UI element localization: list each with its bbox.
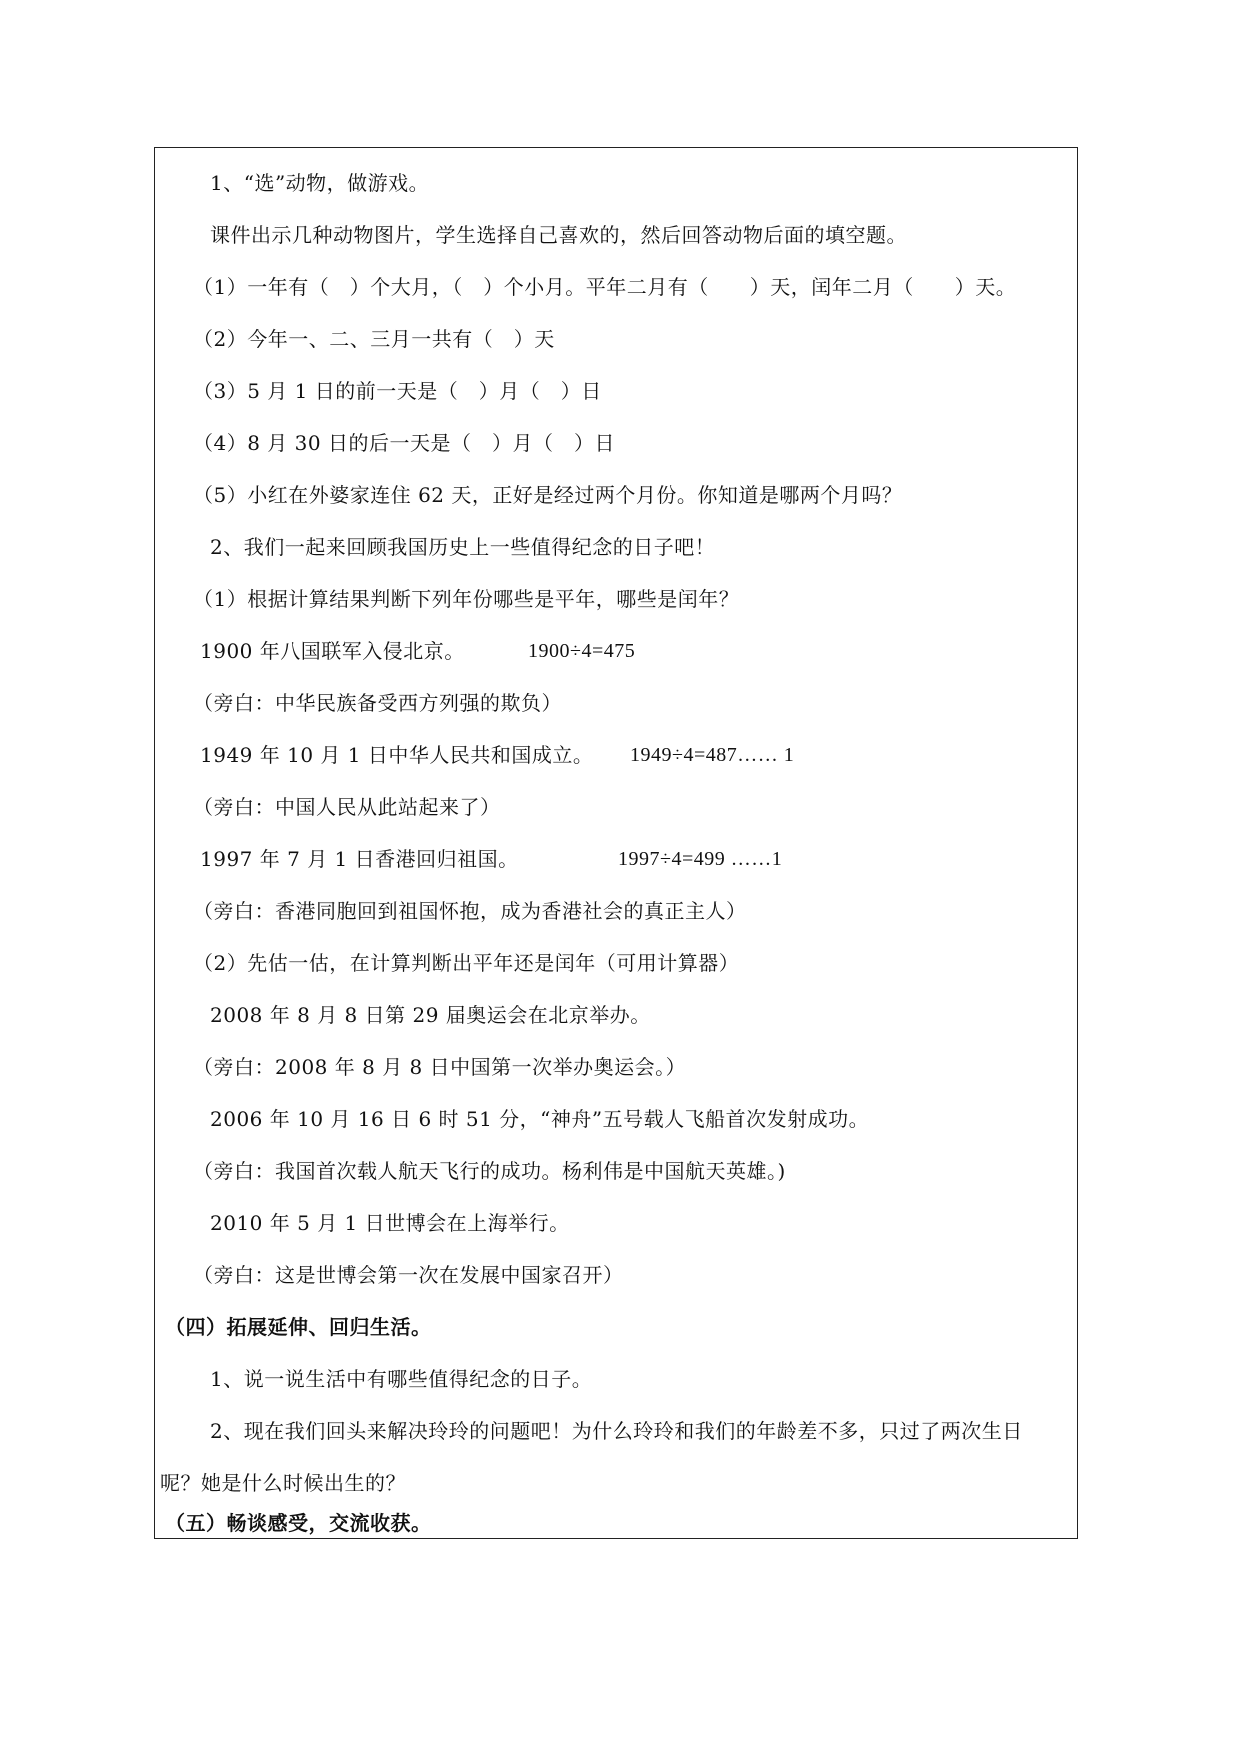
event-1900: 1900 年八国联军入侵北京。: [200, 639, 465, 663]
subsection-2-heading: （2）先估一估，在计算判断出平年还是闰年（可用计算器）: [193, 951, 740, 975]
event-2010: 2010 年 5 月 1 日世博会在上海举行。: [210, 1211, 570, 1235]
calc-1997: 1997÷4=499 ……1: [618, 848, 783, 870]
calc-1900: 1900÷4=475: [528, 640, 636, 662]
calc-1949: 1949÷4=487…… 1: [630, 744, 795, 766]
question-2: （2）今年一、二、三月一共有（ ）天: [193, 327, 555, 351]
section-4-heading: （四）拓展延伸、回归生活。: [165, 1315, 432, 1339]
aside-2008: （旁白：2008 年 8 月 8 日中国第一次举办奥运会。）: [193, 1055, 687, 1079]
question-3: （3）5 月 1 日的前一天是（ ）月（ ）日: [193, 379, 602, 403]
aside-1997: （旁白：香港同胞回到祖国怀抱，成为香港社会的真正主人）: [193, 899, 747, 923]
aside-1949: （旁白：中国人民从此站起来了）: [193, 795, 501, 819]
event-1949: 1949 年 10 月 1 日中华人民共和国成立。: [200, 743, 594, 767]
event-2006: 2006 年 10 月 16 日 6 时 51 分，“神舟”五号载人飞船首次发射成功。: [210, 1107, 870, 1131]
question-1: （1）一年有（ ）个大月，（ ）个小月。平年二月有（ ）天，闰年二月（ ）天。: [193, 275, 1017, 299]
subsection-1-heading: （1）根据计算结果判断下列年份哪些是平年，哪些是闰年？: [193, 587, 740, 611]
event-1997: 1997 年 7 月 1 日香港回归祖国。: [200, 847, 519, 871]
question-4: （4）8 月 30 日的后一天是（ ）月（ ）日: [193, 431, 615, 455]
section-5-heading: （五）畅谈感受，交流收获。: [165, 1511, 432, 1535]
section-4-item-1: 1、说一说生活中有哪些值得纪念的日子。: [210, 1367, 593, 1391]
section-item-1-heading: 1、“选”动物，做游戏。: [210, 171, 430, 195]
aside-1900: （旁白：中华民族备受西方列强的欺负）: [193, 691, 562, 715]
event-2008: 2008 年 8 月 8 日第 29 届奥运会在北京举办。: [210, 1003, 651, 1027]
aside-2010: （旁白：这是世博会第一次在发展中国家召开）: [193, 1263, 624, 1287]
section-4-item-2-continued: 呢？她是什么时候出生的？: [160, 1471, 406, 1495]
aside-2006: （旁白：我国首次载人航天飞行的成功。杨利伟是中国航天英雄。): [193, 1159, 786, 1183]
question-5: （5）小红在外婆家连住 62 天，正好是经过两个月份。你知道是哪两个月吗？: [193, 483, 903, 507]
section-item-2-heading: 2、我们一起来回顾我国历史上一些值得纪念的日子吧！: [210, 535, 716, 559]
section-4-item-2: 2、现在我们回头来解决玲玲的问题吧！为什么玲玲和我们的年龄差不多，只过了两次生日: [210, 1419, 1023, 1443]
paragraph-animal-pictures: 课件出示几种动物图片，学生选择自己喜欢的，然后回答动物后面的填空题。: [210, 223, 907, 247]
